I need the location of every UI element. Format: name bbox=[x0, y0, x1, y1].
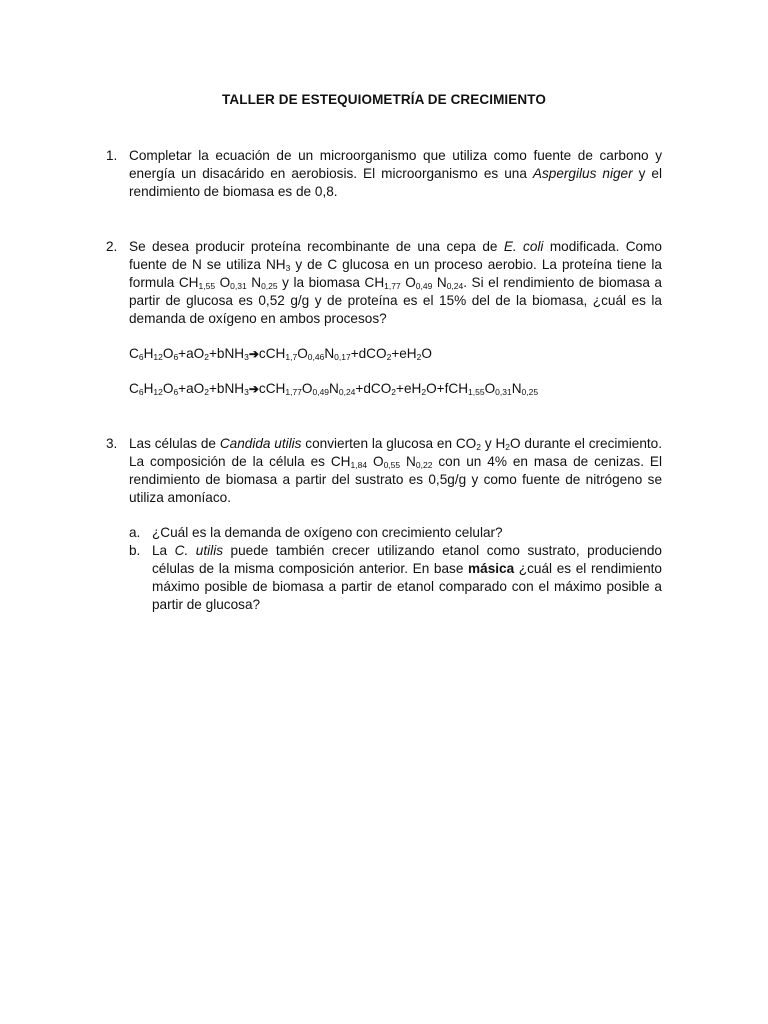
text-run: O bbox=[421, 346, 432, 361]
subquestion-text bbox=[152, 524, 662, 542]
text-run: Las células de bbox=[129, 436, 220, 451]
text-run: Completar la ecuación de un microorganismo que utiliza como fuente de carbono y energía un disacárido en aerobiosis. El microorganismo es una bbox=[129, 148, 662, 181]
text-run: O bbox=[400, 275, 416, 290]
subquestion-b bbox=[129, 542, 662, 614]
subscript: 0,46 bbox=[307, 352, 325, 362]
subscript: 0,25 bbox=[521, 387, 539, 397]
equation-2 bbox=[129, 380, 538, 398]
reaction-arrow-icon: ➔ bbox=[248, 347, 259, 361]
subscript: 3 bbox=[285, 263, 291, 273]
text-run: +aO bbox=[178, 346, 205, 361]
subscript: 6 bbox=[173, 352, 179, 362]
question-3 bbox=[106, 435, 662, 507]
text-run: H bbox=[143, 346, 154, 361]
species-name: C. utilis bbox=[174, 543, 224, 558]
subscript: 1,55 bbox=[468, 387, 485, 397]
text-run: O bbox=[367, 454, 384, 469]
text-run: puede también crecer utilizando etanol como sustrato, produciendo células de la misma composición anterior. En base bbox=[152, 543, 662, 576]
text-run: ¿Cuál es la demanda de oxígeno con crecimiento celular? bbox=[152, 525, 503, 540]
text-run: cCH bbox=[258, 346, 286, 361]
subscript: 0,31 bbox=[495, 387, 512, 397]
subscript: 2 bbox=[386, 352, 392, 362]
question-2 bbox=[106, 238, 662, 328]
text-run: modificada. Como fuente de N se utiliza NH bbox=[129, 239, 662, 272]
text-run: N bbox=[324, 346, 335, 361]
equation-1 bbox=[129, 345, 432, 363]
text-run: y de C glucosa en un proceso aerobio. La proteína tiene la formula CH bbox=[129, 257, 662, 290]
question-text bbox=[129, 238, 662, 328]
text-run: y H bbox=[481, 436, 506, 451]
text-run: O bbox=[297, 346, 308, 361]
text-run: y el rendimiento de biomasa es de 0,8. bbox=[129, 166, 662, 199]
text-run: C bbox=[129, 346, 139, 361]
subscript: 12 bbox=[153, 352, 163, 362]
subquestion-letter: b. bbox=[129, 543, 141, 558]
text-run: N bbox=[400, 454, 416, 469]
text-run: O bbox=[215, 275, 231, 290]
subscript: 0,49 bbox=[415, 281, 433, 291]
subscript: 0,17 bbox=[334, 352, 351, 362]
subscript: 0,55 bbox=[383, 460, 401, 470]
species-name: Candida utilis bbox=[219, 436, 302, 451]
text-run: N bbox=[246, 275, 262, 290]
text-run: N bbox=[511, 381, 522, 396]
text-run: O bbox=[162, 381, 174, 396]
subscript: 2 bbox=[391, 387, 397, 397]
subscript: 0,49 bbox=[312, 387, 330, 397]
text-run: O bbox=[484, 381, 496, 396]
subscript: 0,24 bbox=[338, 387, 356, 397]
text-run: y la biomasa CH bbox=[277, 275, 385, 290]
text-run: O bbox=[301, 381, 313, 396]
text-run: con un 4% en masa de cenizas. El rendimiento de biomasa a partir del sustrato es 0,5g/g y como fuente de nitrógeno se utiliza amoníaco. bbox=[129, 454, 663, 505]
question-number: 2. bbox=[106, 239, 118, 254]
subscript: 1,84 bbox=[350, 460, 368, 470]
text-run: H bbox=[143, 381, 154, 396]
text-run: +eH bbox=[391, 346, 417, 361]
text-run: N bbox=[329, 381, 339, 396]
subquestion-a bbox=[129, 524, 662, 542]
emphasis-word: másica bbox=[468, 561, 515, 576]
species-name: Aspergilus niger bbox=[532, 166, 633, 181]
question-text bbox=[129, 435, 662, 507]
subscript: 2 bbox=[204, 387, 209, 397]
text-run: ¿cuál es el rendimiento máximo posible de biomasa a partir de etanol comparado con el máximo posible a partir de glucosa? bbox=[152, 561, 662, 612]
reaction-arrow-icon: ➔ bbox=[248, 382, 259, 396]
text-run: +dCO bbox=[350, 346, 387, 361]
text-run: +dCO bbox=[355, 381, 392, 396]
subquestion-letter: a. bbox=[129, 525, 141, 540]
subscript: 2 bbox=[416, 352, 422, 362]
subscript: 0,25 bbox=[261, 281, 278, 291]
text-run: O durante el crecimiento. La composición de la célula es CH bbox=[129, 436, 663, 469]
subscript: 2 bbox=[204, 352, 209, 362]
subscript: 2 bbox=[476, 442, 481, 452]
subscript: 0,31 bbox=[230, 281, 247, 291]
subscript: 1,55 bbox=[198, 281, 216, 291]
text-run: C bbox=[129, 381, 139, 396]
subscript: 6 bbox=[138, 387, 144, 397]
text-run: . Si el rendimiento de biomasa a partir de glucosa es 0,52 g/g y de proteína es el 15% del de la biomasa, ¿cuál es la demanda de oxígeno en ambos procesos? bbox=[129, 275, 662, 326]
text-run: +bNH bbox=[208, 381, 245, 396]
text-run: N bbox=[432, 275, 447, 290]
subscript: 12 bbox=[153, 387, 163, 397]
text-run: La bbox=[152, 543, 175, 558]
text-run: +bNH bbox=[208, 346, 245, 361]
text-run: cCH bbox=[258, 381, 286, 396]
question-number: 3. bbox=[106, 436, 118, 451]
species-name: E. coli bbox=[503, 239, 544, 254]
subscript: 1,7 bbox=[285, 352, 298, 362]
question-number: 1. bbox=[106, 148, 118, 163]
subscript: 3 bbox=[244, 352, 249, 362]
question-text bbox=[129, 147, 662, 201]
text-run: convierten la glucosa en CO bbox=[301, 436, 477, 451]
text-run: Se desea producir proteína recombinante de una cepa de bbox=[129, 239, 504, 254]
subscript: 1,77 bbox=[285, 387, 302, 397]
subscript: 0,22 bbox=[415, 460, 433, 470]
subscript: 6 bbox=[138, 352, 144, 362]
subquestion-text bbox=[152, 542, 662, 614]
question-1 bbox=[106, 147, 662, 201]
subscript: 1,77 bbox=[384, 281, 401, 291]
text-run: O bbox=[162, 346, 174, 361]
text-run: +eH bbox=[396, 381, 422, 396]
text-run: O+fCH bbox=[426, 381, 469, 396]
subscript: 2 bbox=[421, 387, 427, 397]
subscript: 3 bbox=[244, 387, 249, 397]
subscript: 0,24 bbox=[446, 281, 464, 291]
document-title: TALLER DE ESTEQUIOMETRÍA DE CRECIMIENTO bbox=[222, 92, 546, 107]
text-run: +aO bbox=[178, 381, 205, 396]
subscript: 2 bbox=[505, 442, 510, 452]
subscript: 6 bbox=[173, 387, 179, 397]
